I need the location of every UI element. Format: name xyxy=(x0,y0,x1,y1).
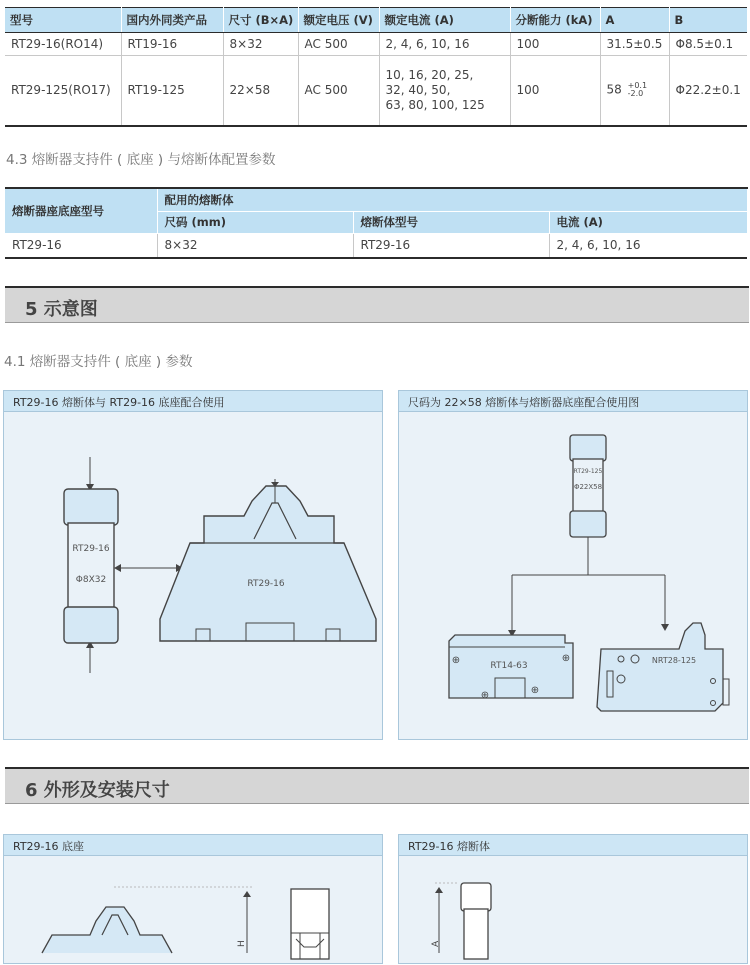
cell-a xyxy=(600,56,669,126)
section-heading-4-3: 4.3 熔断器支持件 ( 底座 ) 与熔断体配置参数 xyxy=(6,152,276,168)
header-breaking: 分断能力 (kA) xyxy=(510,8,600,33)
cell-current xyxy=(379,56,510,126)
section-5-title: 5 示意图 xyxy=(25,299,98,320)
fuse-label: RT29-125 xyxy=(573,468,603,475)
header-voltage: 额定电压 (V) xyxy=(298,8,379,33)
fuse-multi-base-diagram xyxy=(399,391,749,741)
header-a: A xyxy=(600,8,669,33)
header-current: 额定电流 (A) xyxy=(379,8,510,33)
cell-base-model: RT29-16 xyxy=(5,233,157,258)
cell-fuse-size: 8×32 xyxy=(157,233,353,258)
section-5-subtitle: 4.1 熔断器支持件 ( 底座 ) 参数 xyxy=(4,354,193,370)
base-label: RT29-16 xyxy=(247,579,285,589)
header-fuse-size: 尺码 (mm) xyxy=(157,211,353,233)
cell-model: RT29-16(RO14) xyxy=(5,33,121,56)
panel-caption: RT29-16 熔断体与 RT29-16 底座配合使用 xyxy=(4,391,382,412)
diagram-panel-left xyxy=(3,390,383,740)
cell-equivalent: RT19-125 xyxy=(121,56,223,126)
base-outline-drawing xyxy=(4,835,384,965)
fuse-outline-drawing xyxy=(399,835,749,965)
dim-label-h: H xyxy=(237,940,247,947)
outline-panel-left xyxy=(3,834,383,964)
dim-label-a: A xyxy=(431,940,441,947)
cell-voltage: AC 500 xyxy=(298,33,379,56)
fuse-label: RT29-16 xyxy=(72,544,110,554)
header-fuse-model: 熔断体型号 xyxy=(353,211,549,233)
section-6-title: 6 外形及安装尺寸 xyxy=(25,780,170,801)
panel-caption: RT29-16 熔断体 xyxy=(399,835,747,856)
config-table xyxy=(5,187,748,259)
cell-a: 31.5±0.5 xyxy=(600,33,669,56)
table-row xyxy=(5,33,747,56)
spec-table xyxy=(5,7,747,127)
fuse-base-assembly-diagram xyxy=(4,391,384,741)
svg-text:⊕: ⊕ xyxy=(480,690,490,701)
diagram-panel-right xyxy=(398,390,748,740)
base-left-label: RT14-63 xyxy=(490,661,528,671)
header-base-model: 熔断器座底座型号 xyxy=(5,188,157,233)
panel-caption: RT29-16 底座 xyxy=(4,835,382,856)
cell-breaking: 100 xyxy=(510,56,600,126)
cell-fuse-model: RT29-16 xyxy=(353,233,549,258)
table-row xyxy=(5,233,747,258)
spec-table-header xyxy=(5,8,747,33)
header-fuse-current: 电流 (A) xyxy=(549,211,747,233)
header-equivalent: 国内外同类产品 xyxy=(121,8,223,33)
base-right-label: NRT28-125 xyxy=(651,656,697,665)
cell-breaking: 100 xyxy=(510,33,600,56)
section-6-bar xyxy=(5,767,749,804)
a-tolerance-lower: -2.0 xyxy=(627,89,644,99)
a-tolerance-upper: +0.1 xyxy=(627,81,648,91)
panel-caption: 尺码为 22×58 熔断体与熔断器底座配合使用图 xyxy=(399,391,747,412)
table-row xyxy=(5,56,747,126)
fuse-size-label: Φ8X32 xyxy=(75,575,107,585)
cell-fuse-current: 2, 4, 6, 10, 16 xyxy=(549,233,747,258)
svg-text:⊕: ⊕ xyxy=(561,653,571,664)
outline-panel-right xyxy=(398,834,748,964)
a-value: 58 xyxy=(606,82,622,97)
header-model: 型号 xyxy=(5,8,121,33)
cell-voltage: AC 500 xyxy=(298,56,379,126)
cell-current: 2, 4, 6, 10, 16 xyxy=(379,33,510,56)
fuse-size-label: Φ22X58 xyxy=(573,483,603,491)
cell-equivalent: RT19-16 xyxy=(121,33,223,56)
header-size: 尺寸 (B×A) xyxy=(223,8,298,33)
cell-b: Φ8.5±0.1 xyxy=(669,33,747,56)
cell-model: RT29-125(RO17) xyxy=(5,56,121,126)
header-b: B xyxy=(669,8,747,33)
current-line: 32, 40, 50, xyxy=(385,82,451,97)
current-line: 63, 80, 100, 125 xyxy=(385,97,485,112)
header-matched-fuse: 配用的熔断体 xyxy=(157,188,747,211)
cell-size: 22×58 xyxy=(223,56,298,126)
cell-b: Φ22.2±0.1 xyxy=(669,56,747,126)
svg-text:⊕: ⊕ xyxy=(530,685,540,696)
svg-text:⊕: ⊕ xyxy=(451,655,461,666)
current-line: 10, 16, 20, 25, xyxy=(385,67,474,82)
section-5-bar xyxy=(5,286,749,323)
cell-size: 8×32 xyxy=(223,33,298,56)
